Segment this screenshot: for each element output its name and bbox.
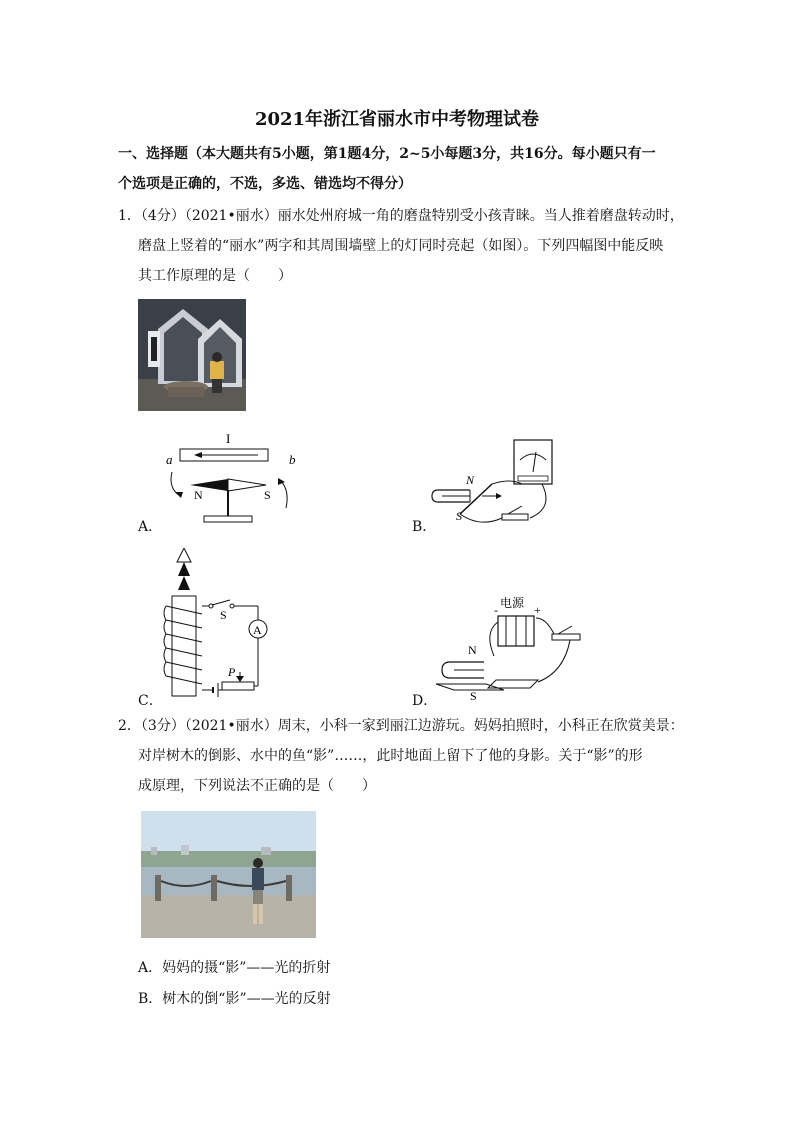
q1-option-b[interactable]: B．	[412, 519, 437, 535]
q1-option-c[interactable]: C．	[138, 693, 163, 709]
q1-line2: 磨盘上竖着的“丽水”两字和其周围墙壁上的灯同时亮起（如图）。下列四幅图中能反映	[138, 238, 664, 254]
fig-c-switch: S	[220, 608, 227, 622]
q2-line2: 对岸树木的倒影、水中的鱼“影”……，此时地面上留下了他的身影。关于“影”的形	[138, 748, 643, 764]
q2-photo-riverside	[141, 811, 316, 938]
fig-d-south: S	[470, 689, 477, 702]
page-title: 2021年浙江省丽水市中考物理试卷	[254, 109, 540, 130]
q1-line3: 其工作原理的是（ ）	[138, 268, 292, 284]
q1-figure-b	[430, 438, 560, 530]
fig-d-power: 电源	[500, 596, 525, 610]
fig-c-slider: P	[228, 665, 236, 679]
section-heading-line2: 个选项是正确的，不选，多选、错选均不得分）	[118, 176, 412, 192]
fig-b-south: S	[456, 509, 462, 523]
q1-photo-millstone	[138, 299, 246, 411]
fig-d-north: N	[468, 643, 477, 657]
fig-c-ammeter: A	[253, 623, 262, 637]
q2-line3: 成原理，下列说法不正确的是（ ）	[138, 778, 376, 794]
fig-a-current-label: I	[226, 431, 231, 446]
fig-b-north: N	[466, 473, 475, 487]
fig-a-south: S	[264, 488, 271, 502]
fig-a-north: N	[194, 488, 203, 502]
section-heading-line1: 一、选择题（本大题共有5小题，第1题4分，2~5小每题3分，共16分。每小题只有一	[118, 146, 656, 162]
q1-figure-a	[150, 428, 320, 528]
q2-option-b[interactable]: B．树木的倒“影”——光的反射	[138, 991, 331, 1007]
q1-line1: 1．（4分）（2021•丽水）丽水处州府城一角的磨盘特别受小孩青睐。当人推着磨盘转动时，	[118, 208, 684, 224]
fig-a-label-b: b	[289, 452, 296, 467]
q1-figure-c	[150, 548, 280, 703]
fig-d-minus: -	[494, 603, 498, 617]
fig-d-plus: +	[534, 603, 541, 617]
fig-a-label-a: a	[166, 452, 173, 467]
q2-option-a[interactable]: A．妈妈的摄“影”——光的折射	[138, 960, 331, 976]
q2-line1: 2．（3分）（2021•丽水）周末，小科一家到丽江边游玩。妈妈拍照时，小科正在欣赏美景：	[118, 718, 684, 734]
q1-option-a[interactable]: A．	[138, 519, 163, 535]
q1-option-d[interactable]: D．	[412, 693, 438, 709]
q1-figure-d	[434, 592, 584, 702]
